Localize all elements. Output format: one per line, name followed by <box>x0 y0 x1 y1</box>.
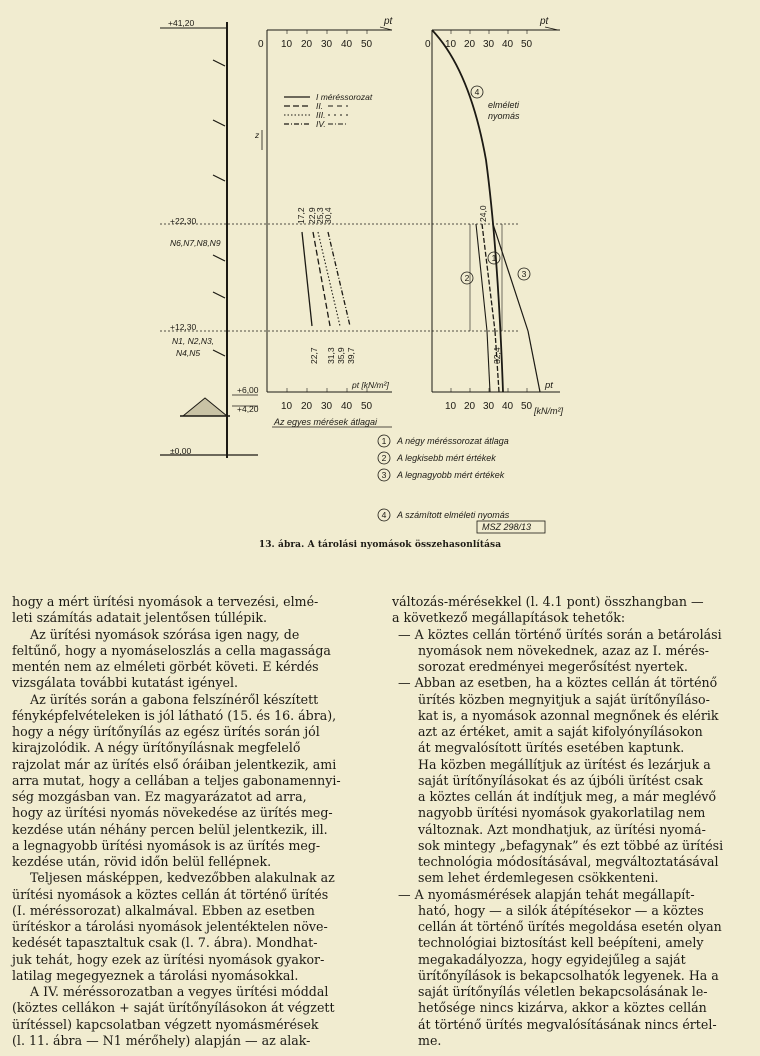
value-bottom-3: 35,9 <box>336 347 346 364</box>
left-line: a legnagyobb ürítési nyomások is az ürítés meg- <box>12 837 321 853</box>
right-line: sorozat eredményei megerősítést nyertek. <box>418 659 688 674</box>
right-line: azt az értéket, amit a saját kifolyónyílásokon <box>418 724 703 739</box>
right-bottom-axis-symbol: pt <box>545 380 553 391</box>
right-bottom-unit: [kN/m²] <box>534 406 563 416</box>
right-bottom-tick: 30 <box>483 401 495 412</box>
curve-marker-4: 4 <box>474 87 480 97</box>
sensors-n4-n5: N4,N5 <box>176 348 201 358</box>
curve-marker-3: 3 <box>521 269 527 279</box>
right-line: ürítőnyílások is bekapcsolhatók legyenek. Ha a <box>418 967 719 983</box>
standard-reference: MSZ 298/13 <box>482 522 532 532</box>
left-tick: 30 <box>321 39 333 50</box>
key-num-1: 1 <box>381 436 387 446</box>
left-line: fényképfelvételeken is jól látható (15. és 16. ábra), <box>12 707 337 723</box>
right-tick: 30 <box>483 39 495 50</box>
z-axis-label: z <box>255 130 260 140</box>
key-num-3: 3 <box>381 470 387 480</box>
right-line: sem lehet érdemlegesen csökkenteni. <box>418 870 659 886</box>
value-bottom-4: 39,7 <box>346 347 356 364</box>
left-line: hogy a négy ürítőnyílás az egész ürítés során jól <box>12 724 320 739</box>
right-line: saját ürítőnyílásokat és az újbóli ürítést csak <box>418 772 703 788</box>
left-bottom-tick: 20 <box>301 401 313 412</box>
right-line: technológia módosításával, megváltoztatásával <box>418 854 719 869</box>
left-line: ség mozgásban van. Ez magyarázatot ad arra, <box>12 789 307 804</box>
legend-series-4: IV. <box>316 119 326 129</box>
left-tick: 50 <box>361 39 373 50</box>
right-line: nyomások nem növekednek, azaz az I. mérés- <box>418 642 710 658</box>
right-bottom-tick: 10 <box>445 401 457 412</box>
right-line: ható, hogy — a silók átépítésekor — a köztes <box>418 902 704 918</box>
level-41-20: +41,20 <box>168 18 195 28</box>
theory-label-1: elméleti <box>488 100 520 110</box>
key-text-1: A négy méréssorozat átlaga <box>397 436 509 446</box>
right-line: technológiai biztosítást kell beépíteni, amely <box>418 935 704 951</box>
series-4-line <box>328 232 350 326</box>
right-line: a következő megállapítások tehetők: <box>392 610 626 626</box>
left-line: leti számítás adatait jelentősen túllépik. <box>12 610 267 626</box>
right-line: kat is, a nyomások azonnal megnőnek és elérik <box>418 707 719 723</box>
left-line: ürítési nyomások a köztes cellán át történő ürítés <box>12 886 329 902</box>
right-tick: 40 <box>502 39 514 50</box>
left-line: ürítéskor a tárolási nyomások jelentéktelen növe- <box>12 919 328 934</box>
left-line: juk tehát, hogy ezek az ürítési nyomások gyakor- <box>12 951 325 967</box>
left-line: latilag megegyeznek a tárolási nyomásokkal. <box>12 967 299 983</box>
key-num-2: 2 <box>381 453 387 463</box>
key-num-4: 4 <box>381 510 387 520</box>
right-line: a köztes cellán át indítjuk meg, a már meglévő <box>418 789 717 804</box>
key-text-4: A számított elméleti nyomás <box>397 510 510 520</box>
measured-avg-line <box>482 224 495 331</box>
value-top-1: 17,2 <box>296 207 306 224</box>
right-line: megakadályozza, hogy egyidejűleg a saját <box>418 951 686 967</box>
legend-series-1: I méréssorozat <box>316 92 373 102</box>
legend-series-2: II. <box>316 101 324 111</box>
left-bottom-tick: 40 <box>341 401 353 412</box>
right-line: sok mintegy „befagynak” és ezt többé az ürítési <box>418 837 724 853</box>
right-line: nagyobb ürítési nyomások gyakorlatilag nem <box>418 805 706 821</box>
value-top-3: 25,3 <box>315 207 325 224</box>
sensors-n1-n3: N1, N2,N3, <box>172 336 215 346</box>
left-line: (I. méréssorozat) alkalmával. Ebben az esetben <box>12 902 315 918</box>
right-line: cellán át történő ürítés megoldása esetén olyan <box>418 919 722 934</box>
left-line: (l. 11. ábra — N1 mérőhely) alapján — az alak- <box>12 1032 311 1048</box>
left-tick: 20 <box>301 39 313 50</box>
right-value-top: 24,0 <box>478 205 488 222</box>
left-axis-symbol: pt <box>384 16 393 27</box>
right-tick: 10 <box>445 39 457 50</box>
right-line: hetősége nincs kizárva, akkor a köztes cellán <box>418 1000 707 1016</box>
sensors-n6-n9: N6,N7,N8,N9 <box>170 238 221 248</box>
left-tick: 10 <box>281 39 293 50</box>
right-tick: 20 <box>464 39 476 50</box>
key-text-3: A legnagyobb mért értékek <box>397 470 505 480</box>
left-line: kezdése után, rövid időn belül fellépnek. <box>12 854 272 869</box>
level-0-00: ±0,00 <box>170 446 192 456</box>
right-line: — Abban az esetben, ha a köztes cellán át történő <box>398 675 718 691</box>
right-bottom-tick: 40 <box>502 401 514 412</box>
right-column <box>392 594 746 1049</box>
right-line: változás-mérésekkel (l. 4.1 pont) összhangban — <box>392 594 704 609</box>
left-line: rajzolat már az ürítés első óráiban jelentkezik, ami <box>12 756 337 772</box>
left-line: feltűnő, hogy a nyomáseloszlás a cella magassága <box>12 642 331 658</box>
left-bottom-tick: 10 <box>281 401 293 412</box>
value-bottom-1: 22,7 <box>309 347 319 364</box>
right-bottom-tick: 50 <box>521 401 533 412</box>
left-line: vizsgálata további kutatást igényel. <box>12 675 238 691</box>
series-1-line <box>302 232 312 326</box>
left-line: ürítéssel) kapcsolatban végzett nyomásmérések <box>12 1016 319 1032</box>
right-axis-symbol: pt <box>540 16 549 27</box>
key-text-2: A legkisebb mért értékek <box>397 453 496 463</box>
curve-marker-2: 2 <box>464 273 470 283</box>
figure-caption: 13. ábra. A tárolási nyomások összehasonlítása <box>258 540 502 550</box>
right-value-bottom: 32,4 <box>492 347 502 364</box>
left-chart-footnote: Az egyes mérések átlagai <box>274 417 378 427</box>
right-line: — A köztes cellán történő ürítés során a betárolási <box>398 626 722 642</box>
right-line: saját ürítőnyílás véletlen bekapcsolásának le- <box>418 984 708 999</box>
measured-min-line <box>476 224 487 331</box>
left-line: (köztes cellákon + saját ürítőnyílásokon át végzett <box>12 1000 335 1016</box>
right-line: — A nyomásmérések alapján tehát megállapít- <box>398 886 695 902</box>
value-top-4: 30,4 <box>323 207 333 224</box>
left-line: Teljesen másképpen, kedvezőbben alakulnak az <box>30 870 335 886</box>
left-bottom-axis-label: pt [kN/m²] <box>352 380 389 390</box>
right-line: ürítés közben megnyitjuk a saját ürítőnyíláso- <box>418 691 710 707</box>
left-line: mentén nem az elméleti görbét követi. E kérdés <box>12 659 319 674</box>
theory-label-2: nyomás <box>488 111 520 121</box>
value-top-2: 22,9 <box>307 207 317 224</box>
theory-curve <box>432 30 503 392</box>
right-line: változnak. Azt mondhatjuk, az ürítési nyomá- <box>418 821 706 837</box>
left-line: A IV. méréssorozatban a vegyes ürítési móddal <box>30 984 329 999</box>
left-line: arra mutat, hogy a cellában a teljes gabonamennyi- <box>12 772 341 788</box>
left-column <box>12 594 358 1049</box>
right-line: át megvalósított ürítés esetében kaptunk. <box>418 740 685 756</box>
left-tick: 40 <box>341 39 353 50</box>
right-line: Ha közben megállítjuk az ürítést és lezárjuk a <box>418 756 711 772</box>
level-22-30: +22,30 <box>170 216 197 226</box>
left-line: Az ürítési nyomások szórása igen nagy, de <box>30 626 300 642</box>
right-line: me. <box>418 1032 442 1048</box>
left-bottom-tick: 50 <box>361 401 373 412</box>
left-line: hogy az ürítési nyomás növekedése az ürítés meg- <box>12 805 333 821</box>
right-line: át történő ürítés megvalósításának nincs értel- <box>418 1016 717 1032</box>
left-line: kezdése után néhány percen belül jelentkezik, ill. <box>12 821 328 837</box>
left-line: kirajzolódik. A négy ürítőnyílásnak megfelelő <box>12 740 301 756</box>
right-tick: 50 <box>521 39 533 50</box>
left-line: hogy a mért ürítési nyomások a tervezési, elmé- <box>12 594 319 609</box>
level-6-00: +6,00 <box>237 385 259 395</box>
value-bottom-2: 31,3 <box>326 347 336 364</box>
right-tick: 0 <box>425 39 431 50</box>
left-line: kedését tapasztaltuk csak (l. 7. ábra). Mondhat- <box>12 935 318 951</box>
legend-series-3: III. <box>316 110 326 120</box>
left-bottom-tick: 30 <box>321 401 333 412</box>
curve-marker-1: 1 <box>491 253 497 263</box>
left-line: Az ürítés során a gabona felszínéről készített <box>30 691 319 707</box>
left-tick: 0 <box>258 39 264 50</box>
right-bottom-tick: 20 <box>464 401 476 412</box>
level-4-20: +4,20 <box>237 404 259 414</box>
level-12-30: +12,30 <box>170 322 197 332</box>
